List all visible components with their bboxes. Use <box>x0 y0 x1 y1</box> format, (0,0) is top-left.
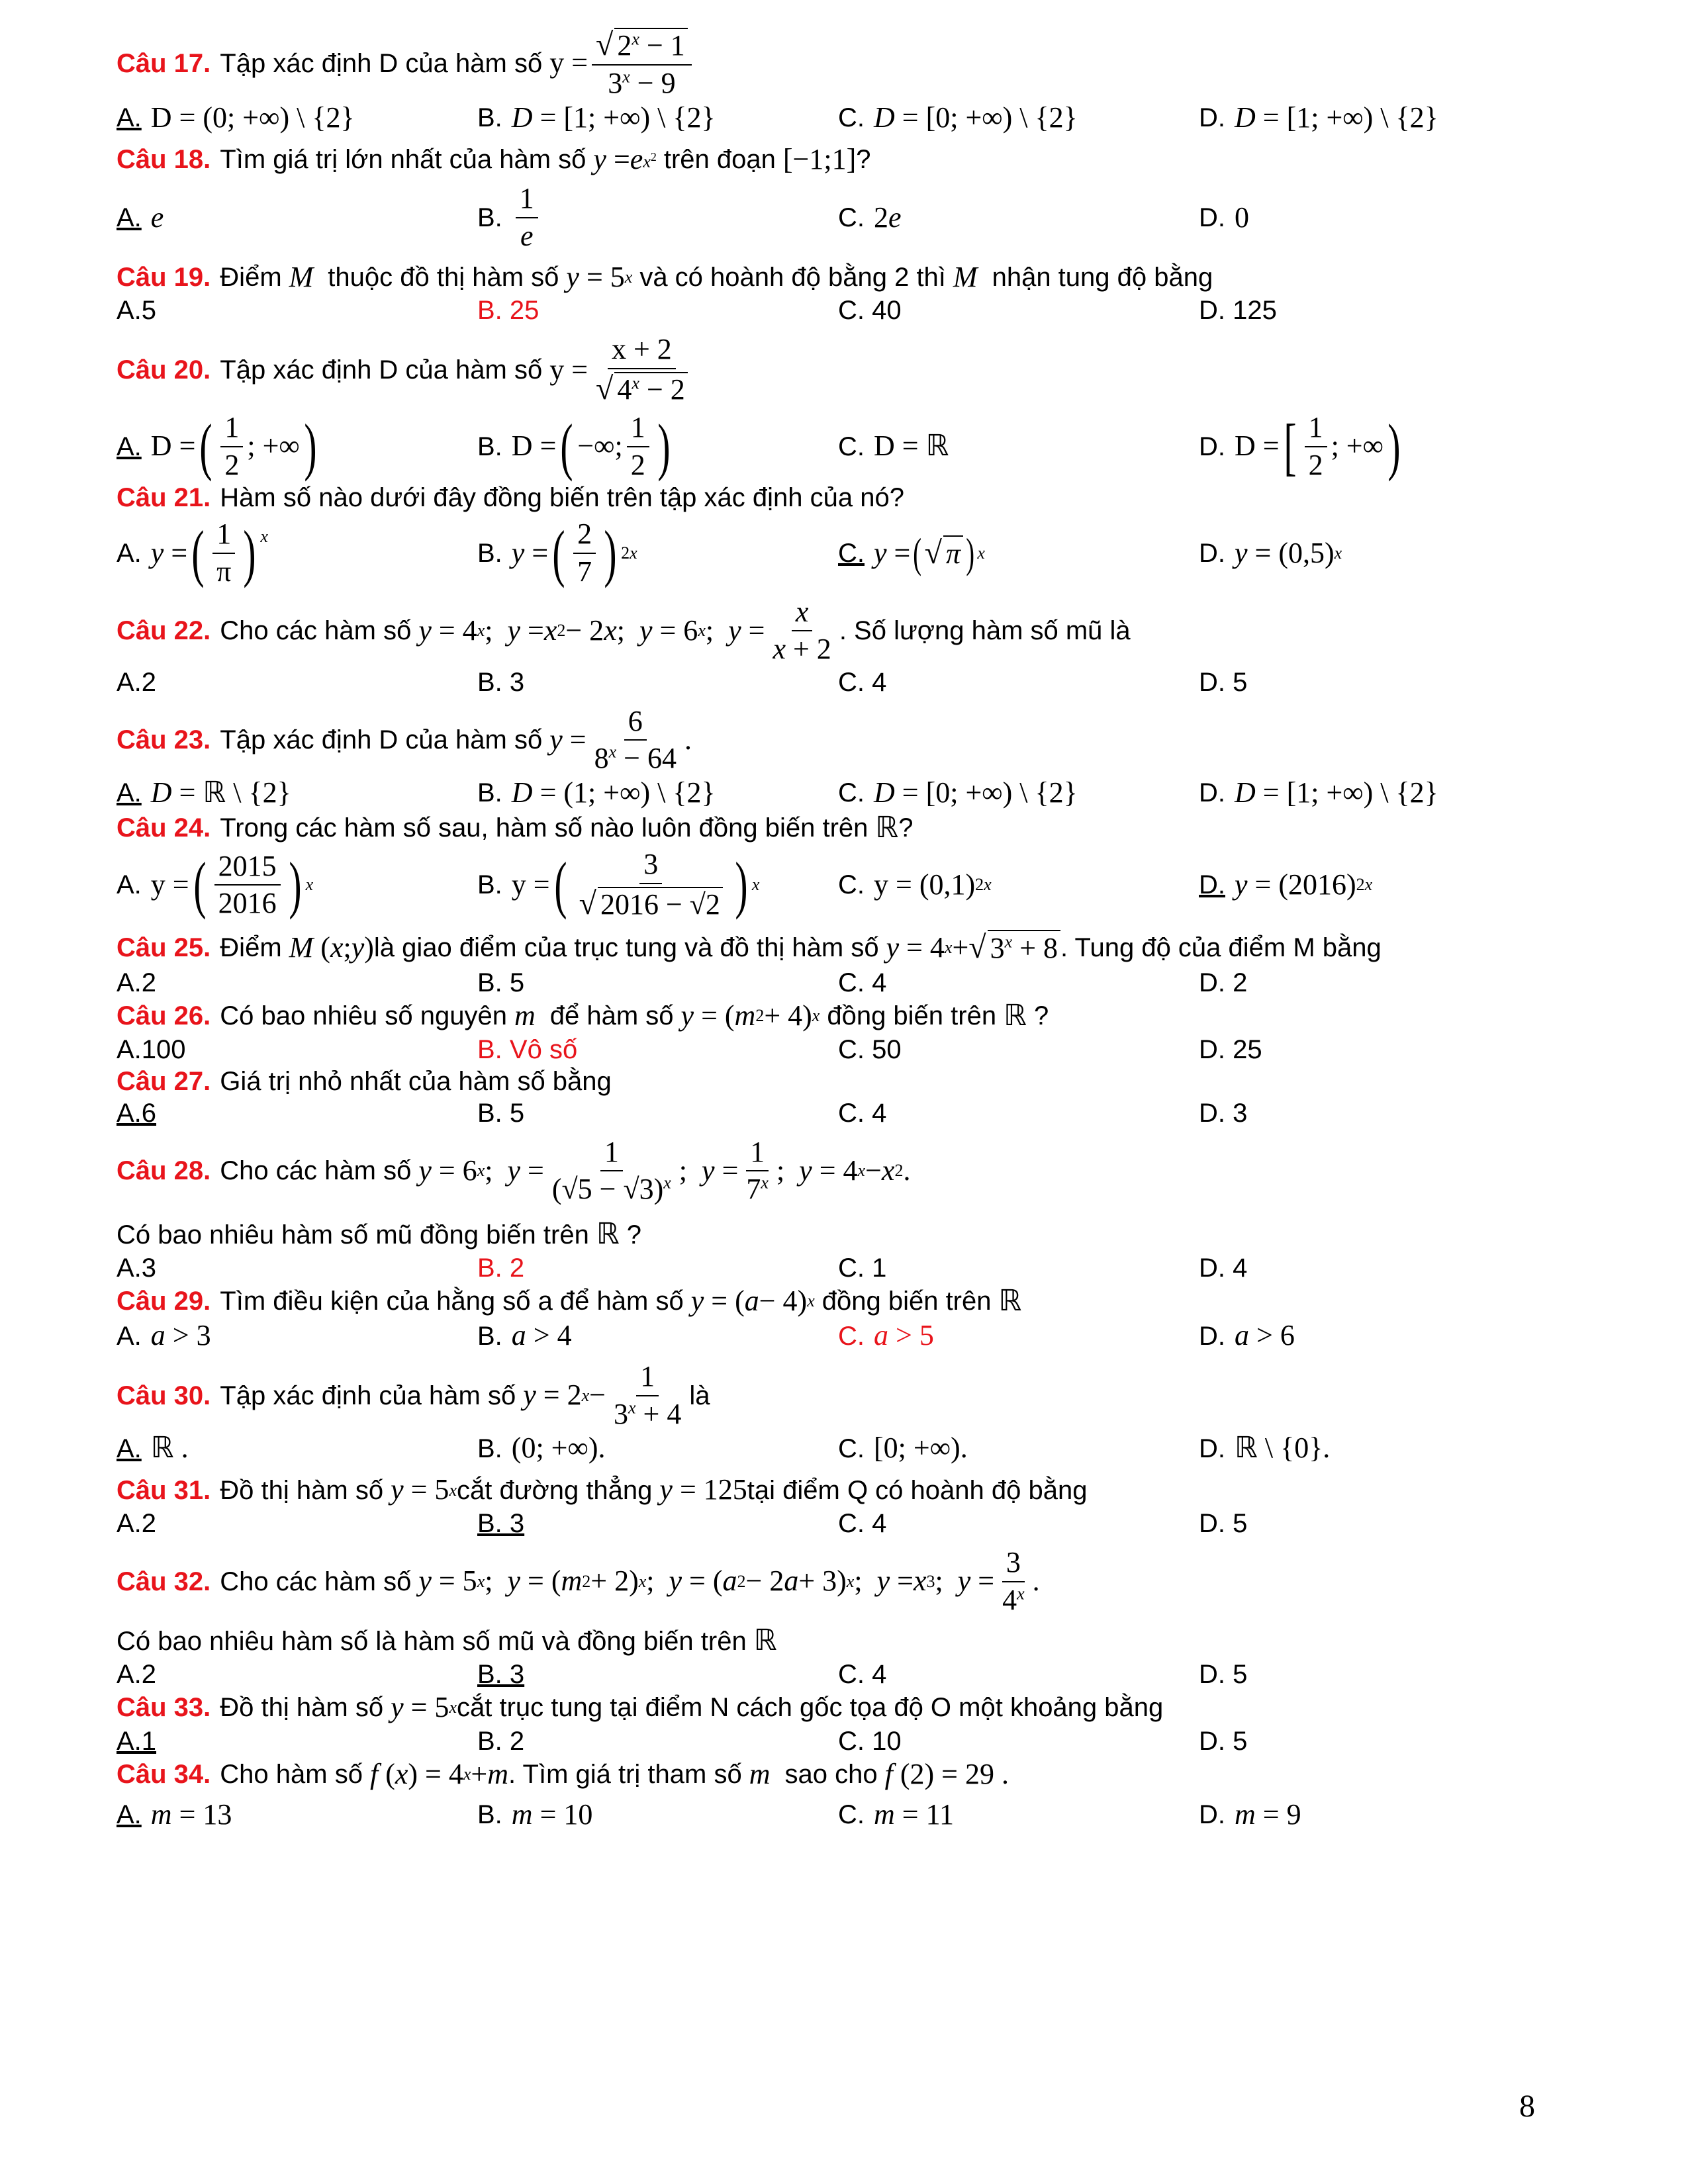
formula: y = $\frac{√ 2^x - 1}{3^x - 9}$ <box>542 26 696 101</box>
page-number: 8 <box>1519 2089 1535 2124</box>
option-d[interactable]: D. 3 <box>1199 1098 1248 1128</box>
option-d[interactable]: D. 4 <box>1199 1253 1248 1283</box>
answer-row <box>117 1252 1560 1284</box>
answer-row <box>117 1097 1560 1129</box>
question-label: Câu 18. <box>117 144 211 174</box>
question-27: Câu 27. Giá trị nhỏ nhất của hàm số bằng <box>117 1066 612 1096</box>
answer-row <box>117 1508 1560 1539</box>
option-b[interactable]: B. 2 <box>477 1726 525 1756</box>
option-a[interactable]: A.2 <box>117 1660 157 1689</box>
question-28-line2: Có bao nhiêu hàm số mũ đồng biến trên ℝ ? <box>117 1217 642 1250</box>
answer-row <box>117 967 1560 999</box>
formula: y = e $x^2$ <box>593 142 657 175</box>
option-d[interactable]: D. 2 <box>1199 968 1248 997</box>
option-b[interactable]: B. 2 <box>477 1253 525 1283</box>
option-a[interactable]: A.5 <box>117 296 157 326</box>
option-c[interactable]: C. [0; +∞). <box>838 1432 968 1465</box>
option-a[interactable]: A. ℝ . <box>117 1432 189 1465</box>
option-d[interactable]: D. a > 6 <box>1199 1319 1295 1352</box>
answer-row <box>117 182 1560 253</box>
question-34: Câu 34. Cho hàm số f ( x ) = 4 x + m . Tìm giá trị tham số m sao cho f (2) = 29 . <box>117 1757 1009 1790</box>
option-a[interactable]: A.6 <box>117 1098 157 1128</box>
option-c[interactable]: C. 4 <box>838 1098 887 1128</box>
question-30: Câu 30. Tập xác định của hàm số y = 2 x − $\frac{1}{3^x + 4}$ là <box>117 1360 710 1430</box>
question-22: Câu 22. Cho các hàm số y = 4 x ; y = x 2 − 2 x ; y = 6 x ; y = $\frac{x}{x + 2}$ . Số lượng hàm số mũ là <box>117 595 1131 666</box>
option-c[interactable]: C. D = [0; +∞) \ {2} <box>838 101 1078 134</box>
option-d[interactable]: D. 5 <box>1199 1726 1248 1756</box>
option-c[interactable]: C. 4 <box>838 968 887 997</box>
option-c[interactable]: C. 4 <box>838 1660 887 1689</box>
question-28: Câu 28. Cho các hàm số y = 6 x ; y = $\frac{1}{(√5 - √3)^x}$ ; y = $\frac{1}{7^x}$ ; y = 4 x − x 2 . <box>117 1135 911 1206</box>
option-a[interactable]: A. y = ( $\frac{2015}{2016}$ ) x <box>117 849 314 921</box>
option-b[interactable]: B. m = 10 <box>477 1797 593 1831</box>
answer-row <box>117 1318 1560 1353</box>
option-c[interactable]: C. 50 <box>838 1034 902 1064</box>
question-17 <box>117 26 1560 101</box>
option-a[interactable]: A.1 <box>117 1726 157 1756</box>
option-c[interactable]: C. 4 <box>838 1509 887 1539</box>
answer-row <box>117 848 1560 922</box>
option-a[interactable]: A. m = 13 <box>117 1797 232 1831</box>
worksheet <box>117 26 1560 1832</box>
option-a[interactable]: A.2 <box>117 667 157 697</box>
question-25: Câu 25. Điểm M ( x ; y ) là giao điểm của trục tung và đồ thị hàm số y = 4 x + √ $3^x + 8$ . Tung độ của điểm M bằng <box>117 930 1382 966</box>
option-a[interactable]: A. D = (0; +∞) \ {2} <box>117 101 355 134</box>
option-d[interactable]: D. 125 <box>1199 296 1277 326</box>
option-c[interactable]: C. 1 <box>838 1253 887 1283</box>
answer-row <box>117 101 1560 136</box>
answer-row <box>117 776 1560 811</box>
option-d[interactable]: D. D = [ $\frac{1}{2}$ ; +∞ ) <box>1199 410 1401 482</box>
answer-row <box>117 1034 1560 1066</box>
option-b[interactable]: B. a > 4 <box>477 1319 572 1352</box>
question-label: Câu 17. <box>117 48 211 78</box>
option-a[interactable]: A. y = ( $\frac{1}{\pi}$ ) x <box>117 517 268 588</box>
answer-row <box>117 1431 1560 1466</box>
option-b[interactable]: B. Vô số <box>477 1034 578 1064</box>
option-b[interactable]: B. y = ( $\frac{3}{√ 2016 - √2}$ ) x <box>477 848 760 922</box>
option-c[interactable]: C. m = 11 <box>838 1797 954 1831</box>
option-b[interactable]: B. D = ( −∞; $\frac{1}{2}$ ) <box>477 410 671 482</box>
answer-row <box>117 1659 1560 1690</box>
option-d[interactable]: D. ℝ \ {0}. <box>1199 1432 1331 1465</box>
option-b[interactable]: B. 5 <box>477 1098 525 1128</box>
option-a[interactable]: A.3 <box>117 1253 157 1283</box>
question-32-line2: Có bao nhiêu hàm số là hàm số mũ và đồng biến trên ℝ <box>117 1624 777 1657</box>
option-a[interactable]: A. e <box>117 201 164 234</box>
question-24: Câu 24. Trong các hàm số sau, hàm số nào luôn đồng biến trên ℝ ? <box>117 811 914 844</box>
option-b[interactable]: B. 25 <box>477 296 539 326</box>
question-19: Câu 19. Điểm M thuộc đồ thị hàm số y = 5 x và có hoành độ bằng 2 thì M nhận tung độ bằng <box>117 260 1213 293</box>
option-c[interactable]: C. 2 e <box>838 201 902 234</box>
option-d[interactable]: D. y = (0,5) x <box>1199 536 1342 569</box>
option-b[interactable]: B. D = [1; +∞) \ {2} <box>477 101 716 134</box>
question-31: Câu 31. Đồ thị hàm số y = 5 x cắt đường thẳng y = 125 tại điểm Q có hoành độ bằng <box>117 1473 1088 1506</box>
question-18: Câu 18. Tìm giá trị lớn nhất của hàm số y = e $x^2$ trên đoạn [−1;1] ? <box>117 142 1560 177</box>
answer-row <box>117 666 1560 698</box>
answer-row <box>117 295 1560 326</box>
question-20: Câu 20. Tập xác định D của hàm số y = $\frac{x + 2}{√ 4^x - 2}$ <box>117 333 1560 407</box>
option-a[interactable]: A. D = ℝ \ {2} <box>117 776 291 809</box>
question-23: Câu 23. Tập xác định D của hàm số y = $\frac{6}{8^x - 64}$ . <box>117 704 692 775</box>
option-b[interactable]: B. y = ( $\frac{2}{7}$ ) 2x <box>477 517 637 588</box>
option-a[interactable]: A.2 <box>117 1509 157 1539</box>
option-b[interactable]: B. 5 <box>477 968 525 997</box>
answer-row <box>117 411 1560 482</box>
option-d[interactable]: D. 5 <box>1199 667 1248 697</box>
option-c[interactable]: C. 40 <box>838 296 902 326</box>
option-b[interactable]: B. $\frac{1}{e}$ <box>477 182 838 253</box>
answer-row <box>117 1797 1560 1833</box>
answer-row <box>117 518 1560 588</box>
option-c[interactable]: C. y = (0,1) 2x <box>838 868 992 901</box>
option-b[interactable]: B. 3 <box>477 1509 525 1539</box>
option-d[interactable]: D. 5 <box>1199 1660 1248 1689</box>
option-d[interactable]: D. 25 <box>1199 1034 1262 1064</box>
option-b[interactable]: B. (0; +∞). <box>477 1432 606 1465</box>
option-c[interactable]: C. D = ℝ <box>838 430 949 463</box>
option-d[interactable]: D. 5 <box>1199 1509 1248 1539</box>
question-26: Câu 26. Có bao nhiêu số nguyên m để hàm số y = ( m 2 + 4) x đồng biến trên ℝ ? <box>117 999 1049 1032</box>
option-d[interactable]: D. D = [1; +∞) \ {2} <box>1199 776 1438 809</box>
option-b[interactable]: B. 3 <box>477 1660 525 1689</box>
option-c[interactable]: C. D = [0; +∞) \ {2} <box>838 776 1078 809</box>
question-33: Câu 33. Đồ thị hàm số y = 5 x cắt trục tung tại điểm N cách gốc tọa độ O một khoảng bằng <box>117 1691 1164 1723</box>
option-a[interactable]: A.2 <box>117 968 157 997</box>
option-d[interactable]: D. 0 <box>1199 201 1249 234</box>
question-21: Câu 21. Hàm số nào dưới đây đồng biến trên tập xác định của nó? <box>117 483 904 513</box>
question-text: Tập xác định D của hàm số <box>220 48 543 78</box>
option-d[interactable]: D. m = 9 <box>1199 1797 1301 1831</box>
option-a[interactable]: A. a > 3 <box>117 1319 211 1352</box>
option-b[interactable]: B. 3 <box>477 667 525 697</box>
option-a[interactable]: A. D = ( $\frac{1}{2}$ ; +∞ ) <box>117 410 317 482</box>
answer-row <box>117 1725 1560 1757</box>
question-text: Tìm giá trị lớn nhất của hàm số <box>220 144 586 174</box>
option-c[interactable]: C. y = ( √ π ) x <box>838 529 985 577</box>
option-c[interactable]: C. 10 <box>838 1726 902 1756</box>
question-32: Câu 32. Cho các hàm số y = 5 x ; y = ( m 2 + 2) x ; y = ( a 2 − 2 a + 3) x ; y = x 3 ; y = $\frac{3}{4^x}$ . <box>117 1546 1040 1616</box>
option-a[interactable]: A.100 <box>117 1034 186 1064</box>
option-b[interactable]: B. D = (1; +∞) \ {2} <box>477 776 716 809</box>
option-d[interactable]: D. D = [1; +∞) \ {2} <box>1199 101 1438 134</box>
option-d[interactable]: D. y = (2016) 2x <box>1199 868 1373 901</box>
option-c[interactable]: C. 4 <box>838 667 887 697</box>
option-c[interactable]: C. a > 5 <box>838 1319 934 1352</box>
question-29: Câu 29. Tìm điều kiện của hằng số a để hàm số y = ( a − 4) x đồng biến trên ℝ <box>117 1284 1022 1317</box>
